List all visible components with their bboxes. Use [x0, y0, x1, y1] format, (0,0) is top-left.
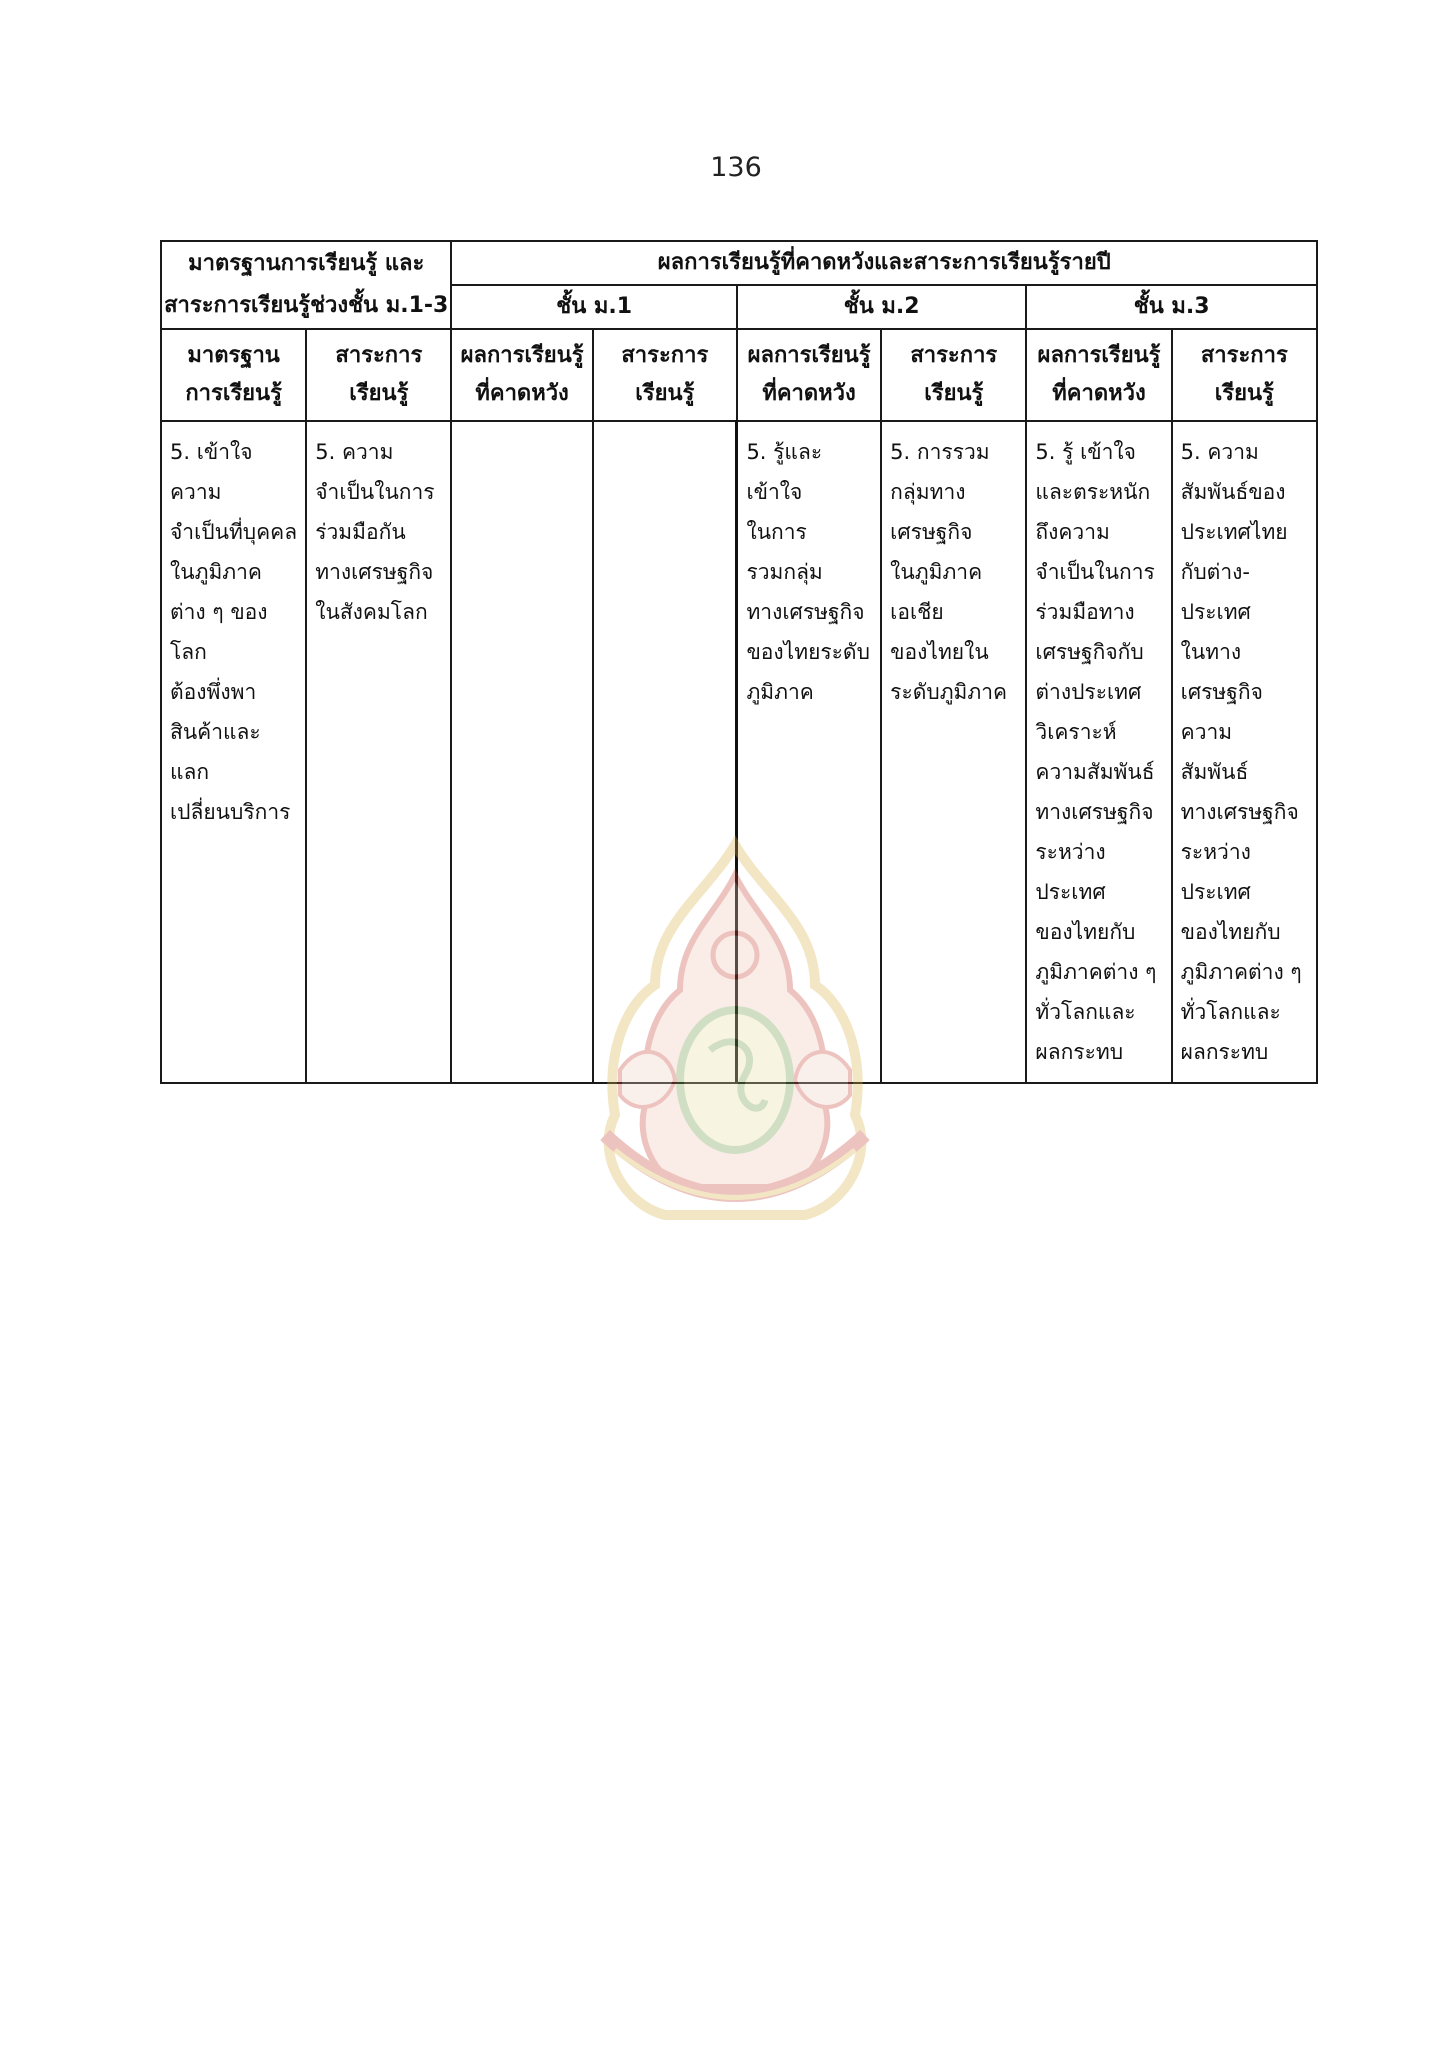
cell-m2-content — [881, 421, 1026, 1083]
cell-m3-outcome — [1026, 421, 1171, 1083]
cell-standard-text: 5. เข้าใจความ จำเป็นที่บุคคล ในภูมิภาค ต่าง ๆ ของโลก ต้องพึ่งพา สินค้าและแลก เปลี่ยนบริการ — [170, 440, 298, 824]
header-standards-title: มาตรฐานการเรียนรู้ และ สาระการเรียนรู้ช่วงชั้น ม.1-3 — [161, 241, 451, 329]
grade-header-m1: ชั้น ม.1 — [451, 285, 736, 329]
column-header-m1-content: สาระการ เรียนรู้ — [593, 329, 737, 421]
cell-content — [306, 421, 451, 1083]
cell-m2-outcome-text: 5. รู้และเข้าใจ ในการ รวมกลุ่ม ทางเศรษฐกิจ ของไทยระดับ ภูมิภาค — [746, 440, 870, 704]
curriculum-table — [160, 240, 1318, 1084]
column-header-content: สาระการ เรียนรู้ — [306, 329, 451, 421]
column-header-m3-content: สาระการ เรียนรู้ — [1172, 329, 1317, 421]
column-header-m3-outcome: ผลการเรียนรู้ ที่คาดหวัง — [1026, 329, 1171, 421]
cell-standard — [161, 421, 306, 1083]
cell-m3-content — [1172, 421, 1317, 1083]
column-header-m1-outcome: ผลการเรียนรู้ ที่คาดหวัง — [451, 329, 592, 421]
header-outcomes-title: ผลการเรียนรู้ที่คาดหวังและสาระการเรียนรู้รายปี — [451, 241, 1317, 285]
page-number: 136 — [710, 152, 762, 183]
emblem-bottom-ribbon — [605, 1135, 865, 1195]
cell-content-text: 5. ความ จำเป็นในการ ร่วมมือกัน ทางเศรษฐกิจ ในสังคมโลก — [315, 440, 435, 624]
column-header-standard: มาตรฐาน การเรียนรู้ — [161, 329, 306, 421]
cell-m3-outcome-text: 5. รู้ เข้าใจ และตระหนัก ถึงความ จำเป็นในการ ร่วมมือทาง เศรษฐกิจกับ ต่างประเทศ วิเคราะห์ ความสัมพันธ์ ทางเศรษฐกิจ ระหว่าง ประเทศ ของไทยกับ ภูมิภาคต่าง ๆ ทั่วโลกและ ผลกระทบ — [1035, 440, 1157, 1064]
grade-header-m3: ชั้น ม.3 — [1026, 285, 1317, 329]
emblem-bottom-band — [615, 1150, 855, 1198]
cell-m2-content-text: 5. การรวม กลุ่มทาง เศรษฐกิจ ในภูมิภาค เอเชีย ของไทยใน ระดับภูมิภาค — [890, 440, 1008, 704]
cell-m1-content — [593, 421, 737, 1083]
cell-m1-outcome-text — [452, 422, 591, 432]
grade-header-m2: ชั้น ม.2 — [737, 285, 1026, 329]
cell-m1-outcome — [451, 421, 592, 1083]
column-header-m2-content: สาระการ เรียนรู้ — [881, 329, 1026, 421]
column-header-m2-outcome: ผลการเรียนรู้ ที่คาดหวัง — [737, 329, 881, 421]
cell-m1-content-text — [594, 422, 736, 432]
cell-m2-outcome — [737, 421, 881, 1083]
cell-m3-content-text: 5. ความ สัมพันธ์ของ ประเทศไทย กับต่าง- ประเทศ ในทาง เศรษฐกิจ ความ สัมพันธ์ ทางเศรษฐกิจ ระหว่าง ประเทศ ของไทยกับ ภูมิภาคต่าง ๆ ทั่วโลกและ ผลกระทบ — [1180, 440, 1302, 1064]
